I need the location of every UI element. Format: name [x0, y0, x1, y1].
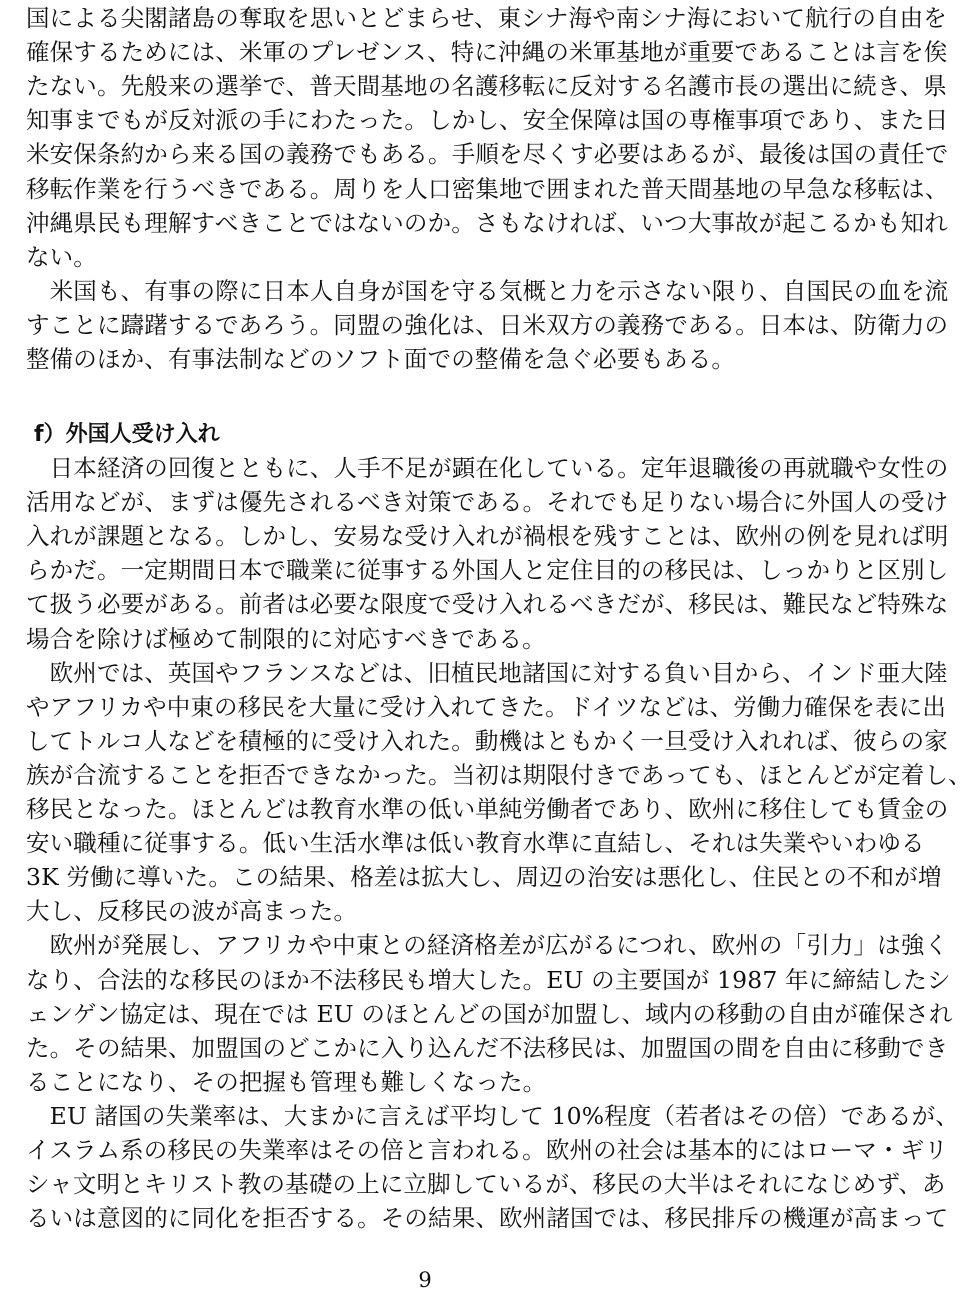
text-line: シャ文明とキリスト教の基礎の上に立脚しているが、移民の大半はそれになじめず、あ [26, 1170, 946, 1199]
text-line: たない。先般来の選挙で、普天間基地の名護移転に反対する名護市長の選出に続き、県 [26, 72, 947, 101]
text-line: すことに躊躇するであろう。同盟の強化は、日米双方の義務である。日本は、防衛力の [26, 310, 949, 339]
text-line: 3K 労働に導いた。この結果、格差は拡大し、周辺の治安は悪化し、住民との不和が増 [26, 863, 942, 892]
text-line: イスラム系の移民の失業率はその倍と言われる。欧州の社会は基本的にはローマ・ギリ [26, 1136, 948, 1164]
text-line: らかだ。一定期間日本で職業に従事する外国人と定住目的の移民は、しっかりと区別し [26, 556, 949, 585]
text-line: 知事までもが反対派の手にわたった。しかし、安全保障は国の専権事項であり、また日 [26, 106, 949, 135]
text-line: してトルコ人などを積極的に受け入れた。動機はともかく一旦受け入れれば、彼らの家 [26, 726, 948, 755]
text-line: ない。 [26, 242, 97, 271]
text-line: た。その結果、加盟国のどこかに入り込んだ不法移民は、加盟国の間を自由に移動でき [26, 1033, 949, 1062]
text-line: ェンゲン協定は、現在では EU のほとんどの国が加盟し、域内の移動の自由が確保され [26, 999, 953, 1028]
text-line: て扱う必要がある。前者は必要な限度で受け入れるべきだが、移民は、難民など特殊な [26, 590, 949, 619]
text-line: 族が合流することを拒否できなかった。当初は期限付きであっても、ほとんどが定着し、 [26, 760, 972, 789]
text-line: 大し、反移民の波が高まった。 [26, 897, 358, 926]
text-line: 整備のほか、有事法制などのソフト面での整備を急ぐ必要もある。 [26, 345, 736, 373]
page-number: 9 [418, 1268, 432, 1292]
text-line: 国による尖閣諸島の奪取を思いとどまらせ、東シナ海や南シナ海において航行の自由を [26, 4, 947, 32]
text-line: 欧州では、英国やフランスなどは、旧植民地諸国に対する負い目から、インド亜大陸 [26, 658, 948, 687]
text-line: 日本経済の回復とともに、人手不足が顕在化している。定年退職後の再就職や女性の [26, 454, 949, 482]
text-line: 活用などが、まずは優先されるべき対策である。それでも足りない場合に外国人の受け [26, 488, 949, 517]
text-line: 移民となった。ほとんどは教育水準の低い単純労働者であり、欧州に移住しても賃金の [26, 795, 949, 823]
text-line: やアフリカや中東の移民を大量に受け入れてきた。ドイツなどは、労働力確保を表に出 [26, 692, 946, 721]
text-line: 移転作業を行うべきである。周りを人口密集地で囲まれた普天間基地の早急な移転は、 [26, 174, 949, 203]
text-line: なり、合法的な移民のほか不法移民も増大した。EU の主要国が 1987 年に締結したシ [26, 965, 951, 994]
text-line: 確保するためには、米軍のプレゼンス、特に沖縄の米軍基地が重要であることは言を俟 [26, 38, 948, 67]
text-line: 場合を除けば極めて制限的に対応すべきである。 [26, 624, 546, 653]
text-line: ることになり、その把握も管理も難しくなった。 [26, 1067, 547, 1096]
text-line: 欧州が発展し、アフリカや中東との経済格差が広がるにつれ、欧州の「引力」は強く [26, 931, 949, 960]
text-line: 入れが課題となる。しかし、安易な受け入れが禍根を残すことは、欧州の例を見れば明 [26, 522, 949, 551]
section-heading: f）外国人受け入れ [34, 422, 220, 447]
text-line: EU 諸国の失業率は、大まかに言えば平均して 10%程度（若者はその倍）であるが、 [26, 1101, 959, 1130]
text-line: るいは意図的に同化を拒否する。その結果、欧州諸国では、移民排斥の機運が高まって [26, 1204, 949, 1233]
text-line: 米安保条約から来る国の義務でもある。手順を尽くす必要はあるが、最後は国の責任で [26, 140, 949, 169]
text-line: 米国も、有事の際に日本人自身が国を守る気概と力を示さない限り、自国民の血を流 [26, 276, 949, 305]
text-line: 安い職種に従事する。低い生活水準は低い教育水準に直結し、それは失業やいわゆる [26, 829, 925, 858]
text-line: 沖縄県民も理解すべきことではないのか。さもなければ、いつ大事故が起こるかも知れ [26, 208, 948, 237]
